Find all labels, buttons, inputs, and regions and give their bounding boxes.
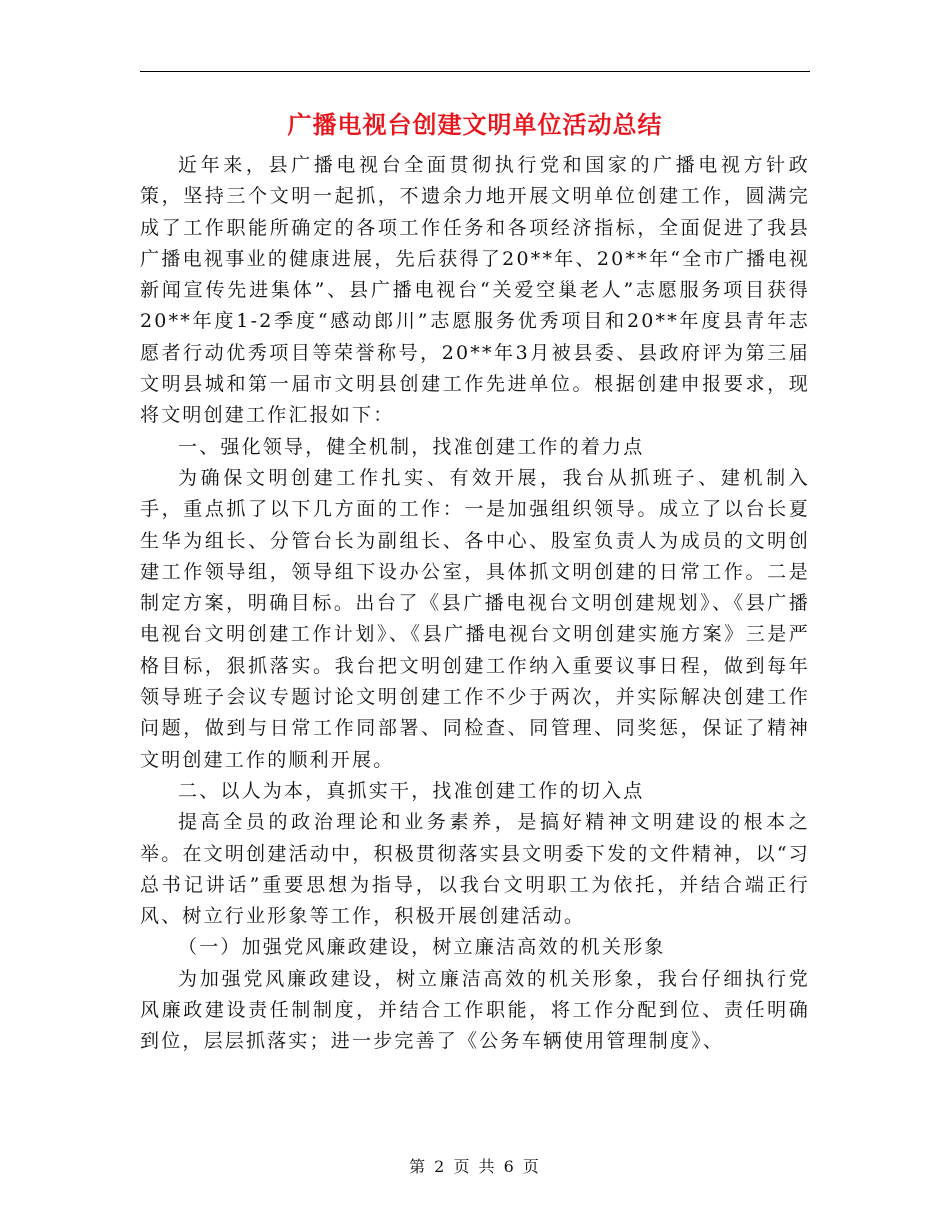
page-number: 第 2 页 共 6 页 — [409, 1157, 541, 1176]
header-rule — [140, 71, 810, 72]
subsection-heading-1: （一）加强党风廉政建设，树立廉洁高效的机关形象 — [178, 936, 666, 959]
document-body — [140, 150, 810, 1058]
paragraph-subsection-1: 为加强党风廉政建设，树立廉洁高效的机关形象，我台仔细执行党风廉政建设责任制制度，并结合工作职能，将工作分配到位、责任明确到位，层层抓落实；进一步完善了《公务车辆使用管理制度》、 — [140, 967, 810, 1053]
paragraph-section-2: 提高全员的政治理论和业务素养，是搞好精神文明建设的根本之举。在文明创建活动中，积极贯彻落实县文明委下发的文件精神，以“习总书记讲话”重要思想为指导，以我台文明职工为依托，并结合端正行风、树立行业形象等工作，积极开展创建活动。 — [140, 811, 810, 928]
document-title: 广播电视台创建文明单位活动总结 — [287, 110, 663, 139]
section-heading-1: 一、强化领导，健全机制，找准创建工作的着力点 — [178, 435, 645, 458]
paragraph-intro: 近年来，县广播电视台全面贯彻执行党和国家的广播电视方针政策，坚持三个文明一起抓，不遗余力地开展文明单位创建工作，圆满完成了工作职能所确定的各项工作任务和各项经济指标，全面促进了我县广播电视事业的健康进展，先后获得了20**年、20**年“全市广播电视新闻宣传先进集体”、县广播电视台“关爱空巢老人”志愿服务项目获得20**年度1-2季度“感动郎川”志愿服务优秀项目和20**年度县青年志愿者行动优秀项目等荣誉称号，20**年3月被县委、县政府评为第三届文明县城和第一届市文明县创建工作先进单位。根据创建申报要求，现将文明创建工作汇报如下： — [140, 154, 810, 427]
section-heading-2: 二、以人为本，真抓实干，找准创建工作的切入点 — [178, 779, 645, 802]
paragraph-section-1: 为确保文明创建工作扎实、有效开展，我台从抓班子、建机制入手，重点抓了以下几方面的工作：一是加强组织领导。成立了以台长夏生华为组长、分管台长为副组长、各中心、股室负责人为成员的文明创建工作领导组，领导组下设办公室，具体抓文明创建的日常工作。二是制定方案，明确目标。出台了《县广播电视台文明创建规划》、《县广播电视台文明创建工作计划》、《县广播电视台文明创建实施方案》三是严格目标，狠抓落实。我台把文明创建工作纳入重要议事日程，做到每年领导班子会议专题讨论文明创建工作不少于两次，并实际解决创建工作问题，做到与日常工作同部署、同检查、同管理、同奖惩，保证了精神文明创建工作的顺利开展。 — [140, 466, 810, 771]
